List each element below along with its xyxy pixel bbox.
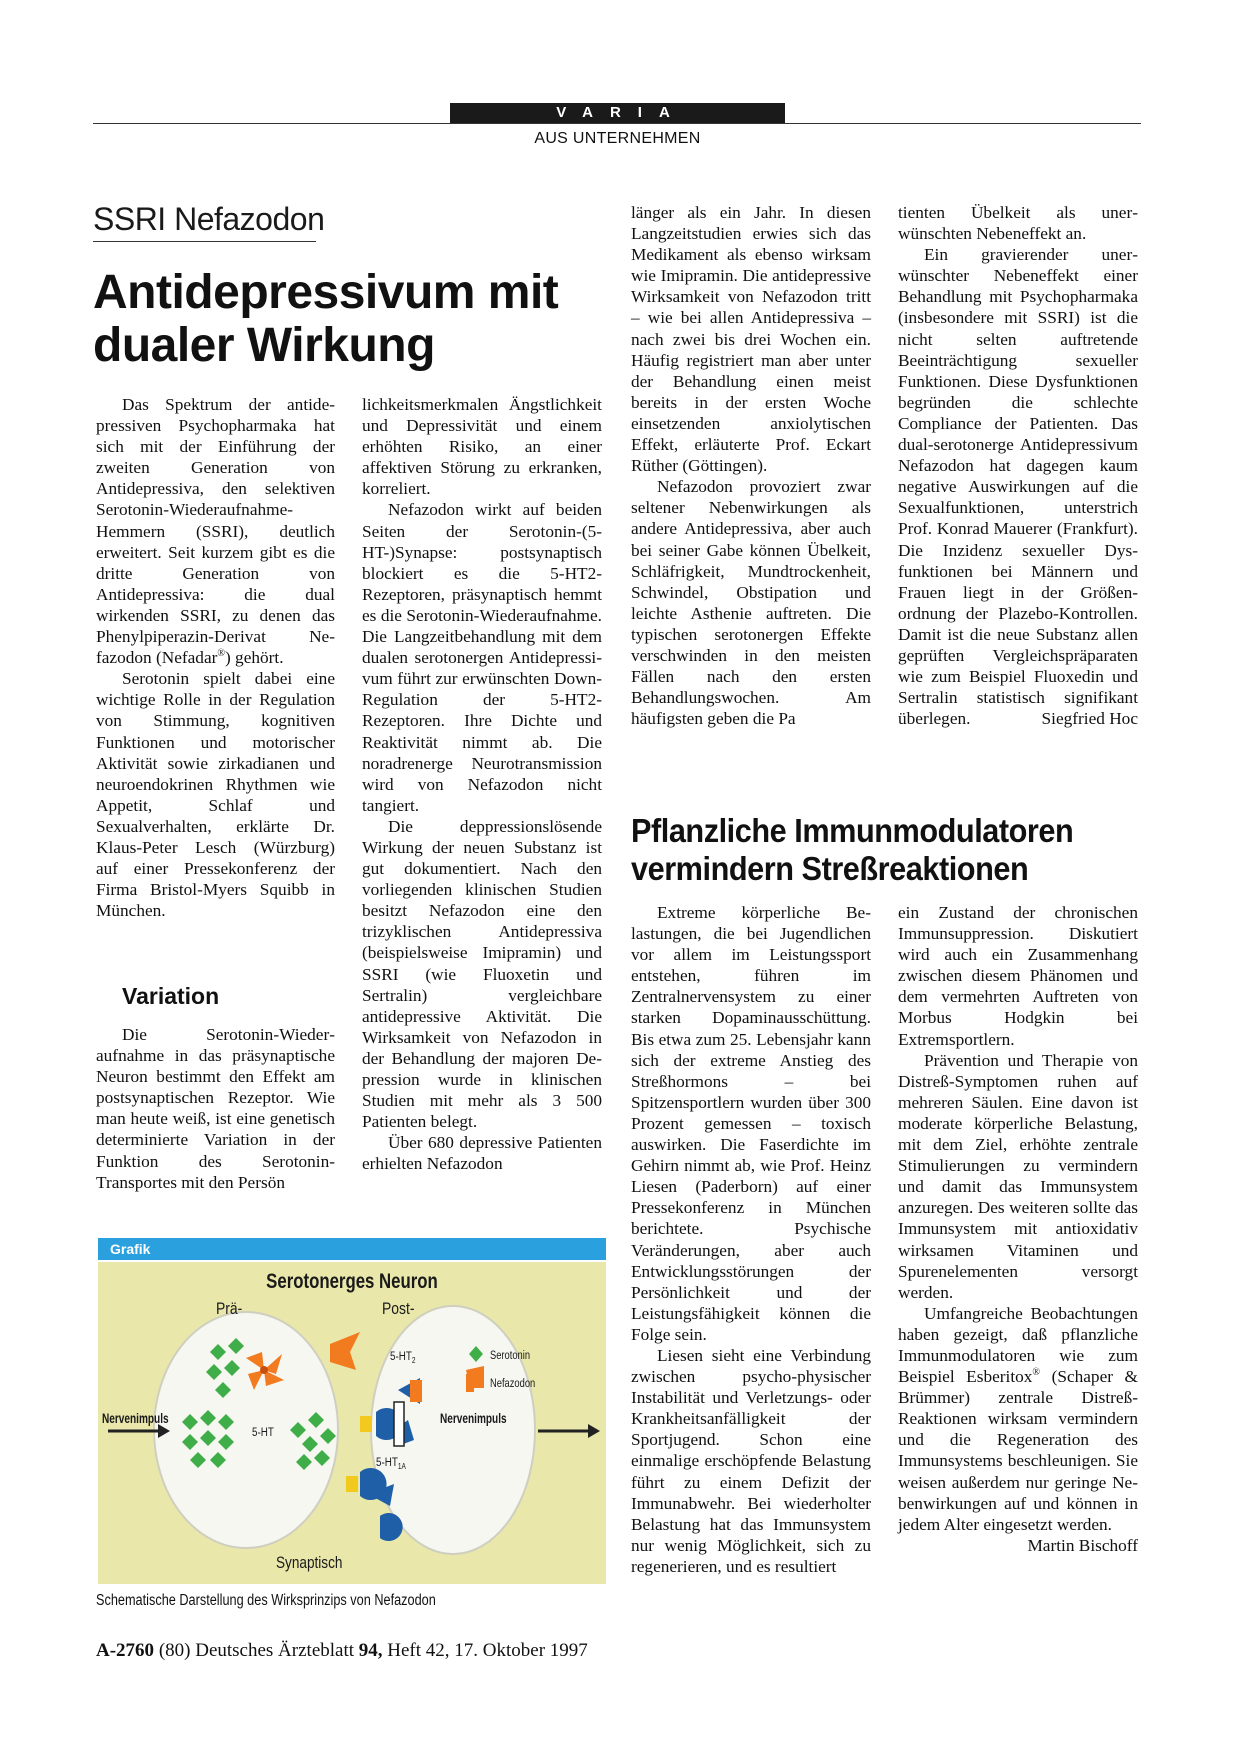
- label-nerve-impulse-left: Nervenimpuls: [102, 1410, 169, 1427]
- figure-serotonerges-neuron: [98, 1262, 606, 1584]
- footer-text: Heft 42, 17. Oktober 1997: [382, 1640, 588, 1661]
- figure-label: Grafik: [98, 1238, 606, 1260]
- paragraph: Extreme körperliche Belastungen, die bei Jugendlichen vor allem im Leistungssport entstehen, führen im Zentralnervensystem zu einer starken Dopaminausschüttung. Bis etwa zum 25. Lebensjahr kann sich der extreme Anstieg des Streßhormons – bei Spitzensportlern wurden über 300 Prozent gemessen – toxisch auswirken. Die Faserdichte im Gehirn nimmt ab, wie Prof. Heinz Liesen (Paderborn) auf einer Pressekonferenz in München berichtete. Psychische Veränderungen, aber auch Entwicklungsstörungen der Persönlichkeit und der Leistungsfähigkeit können die Folge sein.: [631, 903, 871, 1344]
- label-5ht2: $5-HT_2$: [390, 1350, 416, 1366]
- paragraph: Nefazodon wirkt auf beiden Seiten der Serotonin-(5-HT-)Synapse: postsynaptisch blockiert es die 5-HT2-Rezeptoren, präsynaptisch hemmt es die Serotonin-Wiederaufnahme. Die Langzeitbehandlung mit dem dualen serotonergen Antidepressivum führt zur erwünschten Down-Regulation der 5-HT2-Rezeptoren. Ihre Dichte und Reaktivität nimmt ab. Die noradrenerge Neurotransmission wird von Nefazodon nicht tangiert.: [362, 500, 602, 815]
- label-synaptic: Synaptisch: [276, 1553, 343, 1573]
- paragraph: Liesen sieht eine Verbindung zwischen psycho-physischer Instabilität und Verletzungs- oder Krankheitsanfälligkeit der Sportjugend. Schon eine einmalige erschöpfende Belastung führt zu einem Defizit der Immunabwehr. Bei wiederholter Belastung hat das Immunsystem nur wenig Möglichkeit, sich zu regenerieren, und es resultiert: [631, 1345, 871, 1576]
- paragraph: Nefazodon provoziert zwar seltener Nebenwirkungen als andere Antidepressiva, aber auch bei seiner Gabe können Übelkeit, Schläfrigkeit, Mundtrockenheit, Schwindel, Obstipation und leichte Asthenie auftreten. Die typischen serotonergen Effekte verschwinden in den meisten Fällen nach den ersten Behandlungswochen. Am häufigsten geben die Pa: [631, 477, 871, 729]
- paragraph-text: Ein gravierender unerwünschter Nebeneffekt einer Behandlung mit Psychopharmaka (insbesondere mit SSRI) ist die nicht selten auftretende Beeinträchtigung sexueller Funktionen. Diese Dysfunktionen begründen die schlechte Compliance der Patienten. Das dual-serotonerge Antidepressivum Nefazodon hat dagegen kaum negative Auswirkungen auf die Sexualfunktionen, unterstrich Prof. Konrad Mauerer (Frankfurt). Die Inzidenz sexueller Dysfunktionen bei Männern und Frauen liegt in der Größenordnung der Plazebo-Kontrollen. Damit ist die neue Substanz allen geprüften Vergleichspräparaten wie zum Beispiel Fluoxedin und Sertralin statistisch signifikant überlegen.: [898, 245, 1138, 729]
- section-banner: VARIA: [450, 103, 785, 123]
- paragraph: Prävention und Therapie von Distreß-Symptomen ruhen auf mehreren Säulen. Eine davon ist moderate körperliche Belastung, mit dem Ziel, erhöhte zentrale Stimulierungen zu vermindern und damit das Immunsystem anzuregen. Des weiteren sollte das Immunsystem mit antioxidativ wirksamen Vitaminen und Spurenelementen versorgt werden.: [898, 1050, 1138, 1302]
- paragraph: [898, 244, 1138, 729]
- paragraph: Über 680 depressive Patienten erhielten Nefazodon: [362, 1133, 602, 1174]
- paragraph: [898, 1303, 1138, 1555]
- article-title: Antidepressivum mit dualer Wirkung: [93, 266, 559, 372]
- label-post: Post-: [382, 1299, 415, 1319]
- legend-nefazodon-label: Nefazodon: [490, 1376, 536, 1391]
- paragraph: ein Zustand der chronischen Immunsuppression. Diskutiert wird auch ein Zusammenhang zwischen diesem Phänomen und dem vermehrten Auftreten von Morbus Hodgkin bei Extremsportlern.: [898, 903, 1138, 1049]
- article2-column-1: [631, 902, 871, 1577]
- paragraph: tienten Übelkeit als unerwünschten Nebeneffekt an.: [898, 203, 1138, 244]
- label-5ht1a: $5-HT_{1A}$: [376, 1456, 406, 1472]
- article1-column-1-continued: [96, 1024, 335, 1193]
- paragraph: Die deppressionslösende Wirkung der neuen Substanz ist gut dokumentiert. Nach den vorliegenden klinischen Studien besitzt Nefazodon eine den trizyklischen Antidepressiva (beispielsweise Imipramin) und SSRI (wie Fluoxetin und Sertralin) vergleichbare antidepressive Aktivität. Die Wirksamkeit von Nefazodon in der Behandlung der majoren Depression wurde in klinischen Studien mit mehr als 3 500 Patienten belegt.: [362, 816, 602, 1132]
- article1-column-1: [96, 394, 335, 921]
- registered-mark: ®: [1032, 1367, 1041, 1379]
- article1-column-3: [631, 202, 871, 729]
- header-rule: [93, 123, 1141, 124]
- paragraph-text: ) gehört.: [224, 648, 284, 668]
- legend-serotonin-label: Serotonin: [490, 1348, 531, 1363]
- receptor-part: [360, 1416, 372, 1432]
- article1-column-2: [362, 394, 602, 1174]
- receptor-block: [410, 1380, 422, 1402]
- article2-column-2: [898, 902, 1138, 1556]
- volume-number: 94,: [358, 1640, 383, 1661]
- paragraph: Die Serotonin-Wiederaufnahme in das präsynaptische Neuron bestimmt den Effekt am postsynaptischen Rezeptor. Wie man heute weiß, ist eine genetisch determinierte Variation in der Funktion des Serotonin-Transportes mit den Persön: [96, 1025, 335, 1192]
- paragraph: Serotonin spielt dabei eine wichtige Rolle in der Regulation von Stimmung, kognitiven Funktionen und motorischer Aktivität sowie zirkadianen und neuroendokrinen Rhythmen wie Appetit, Schlaf und Sexualverhalten, erklärte Dr. Klaus-Peter Lesch (Würzburg) auf einer Pressekonferenz der Firma Bristol-Myers Squibb in München.: [96, 669, 335, 921]
- label-nerve-impulse-right: Nervenimpuls: [440, 1410, 507, 1427]
- article-kicker: SSRI Nefazodon: [93, 201, 325, 237]
- figure-caption: Schematische Darstellung des Wirksprinzips von Nefazodon: [96, 1592, 436, 1609]
- receptor-bar: [394, 1402, 404, 1446]
- paragraph: länger als ein Jahr. In diesen Langzeitstudien erwies sich das Medikament als ebenso wirksam wie Imipramin. Die antidepressive Wirksamkeit von Nefazodon tritt – wie bei allen Antidepressiva – nach zwei bis drei Wochen ein. Häufig registriert man aber unter der Behandlung einen meist bereits in der ersten Woche einsetzenden anxiolytischen Effekt, erläuterte Prof. Eckart Rüther (Göttingen).: [631, 203, 871, 476]
- figure-title: Serotonerges Neuron: [266, 1270, 438, 1294]
- paragraph-text: Umfangreiche Beobachtungen haben gezeigt, daß pflanzliche Immunmodulatoren wie zum Beispiel Esberitox: [898, 1303, 1138, 1387]
- page-number: A-2760: [96, 1640, 155, 1661]
- blocker-center: [260, 1366, 268, 1374]
- author-signature: Siegfried Hoc: [1041, 709, 1138, 729]
- legend-nefazodon-icon-part: [466, 1374, 474, 1392]
- label-5ht: 5-HT: [252, 1426, 274, 1440]
- article2-title: Pflanzliche Immunmodulatoren vermindern Streßreaktionen: [631, 812, 1074, 887]
- kicker-rule: [93, 241, 316, 242]
- article1-column-4: [898, 202, 1138, 729]
- subsection-label: AUS UNTERNEHMEN: [534, 130, 701, 147]
- presynaptic-neuron: [154, 1312, 338, 1548]
- page-footer: [96, 1640, 588, 1662]
- label-pre: Prä-: [216, 1299, 243, 1319]
- author-signature: Martin Bischoff: [1027, 1535, 1138, 1555]
- receptor-part: [346, 1476, 358, 1492]
- paragraph-text: Das Spektrum der antidepressiven Psychopharmaka hat sich mit der Einführung der zweiten Generation von Antidepressiva, den selektiven Serotonin-Wiederaufnahme-Hemmern (SSRI), deutlich erweitert. Seit kurzem gibt es die dritte Generation von Antidepressiva: die dual wirkenden SSRI, zu denen das Phenylpiperazin-Derivat Nefazodon (Nefadar: [96, 395, 335, 668]
- footer-text: (80) Deutsches Ärzteblatt: [154, 1640, 359, 1661]
- paragraph-text: (Schaper & Brümmer) zentrale Distreß-Reaktionen wirksam vermindern und die Regeneration des Immunsystems beschleunigen. Sie weisen außerdem nur geringe Nebenwirkungen auf und können in jedem Alter eingesetzt werden.: [898, 1367, 1138, 1534]
- section-heading: Variation: [122, 983, 220, 1009]
- neuron-diagram: [98, 1262, 606, 1584]
- paragraph: lichkeitsmerkmalen Ängstlichkeit und Depressivität und einem erhöhten Risiko, an einer affektiven Störung zu erkranken, korreliert.: [362, 395, 602, 499]
- paragraph: [96, 394, 335, 668]
- registered-mark: ®: [217, 648, 225, 660]
